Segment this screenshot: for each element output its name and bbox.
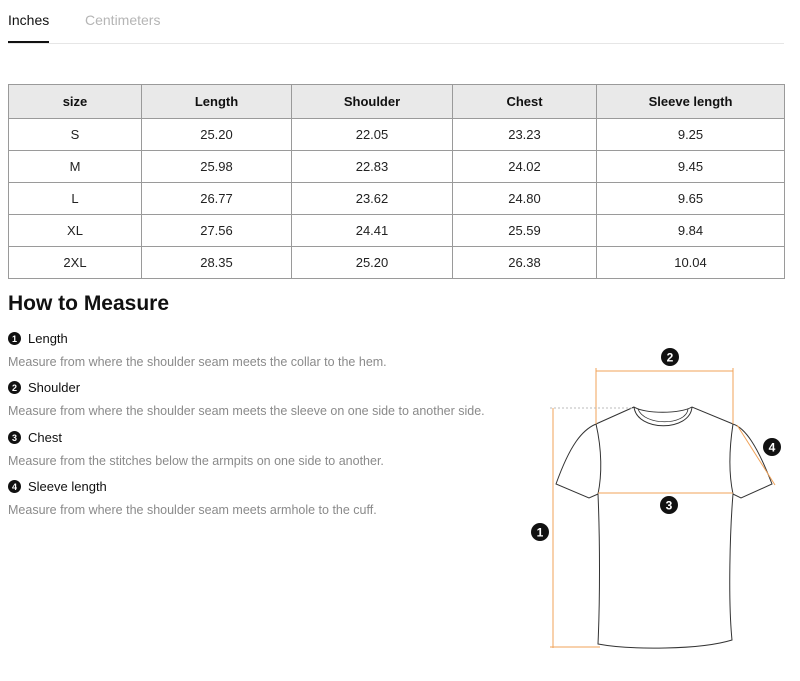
badge-text-1: 1 xyxy=(536,525,544,540)
header-chest: Chest xyxy=(453,85,597,119)
tab-centimeters[interactable]: Centimeters xyxy=(85,12,161,28)
table-row xyxy=(9,151,785,183)
cell-chest: 26.38 xyxy=(453,247,597,279)
step-sleeve-heading xyxy=(8,479,107,494)
cell-shoulder: 23.62 xyxy=(292,183,453,215)
step-chest-heading xyxy=(8,430,62,445)
number-1-icon: 1 xyxy=(8,332,21,345)
table-row xyxy=(9,215,785,247)
step-sleeve-description: Measure from where the shoulder seam meets armhole to the cuff. xyxy=(8,503,377,517)
step-shoulder-description: Measure from where the shoulder seam meets the sleeve on one side to another side. xyxy=(8,404,485,418)
cell-shoulder: 24.41 xyxy=(292,215,453,247)
unit-tabs xyxy=(8,0,784,44)
table-row xyxy=(9,183,785,215)
header-size: size xyxy=(9,85,142,119)
cell-chest: 24.80 xyxy=(453,183,597,215)
number-2-badge xyxy=(661,348,679,366)
step-chest-description: Measure from the stitches below the armpits on one side to another. xyxy=(8,454,384,468)
cell-size: M xyxy=(9,151,142,183)
number-4-badge xyxy=(763,438,781,456)
cell-chest: 24.02 xyxy=(453,151,597,183)
number-3-icon: 3 xyxy=(8,431,21,444)
table-row xyxy=(9,119,785,151)
cell-sleeve-length: 10.04 xyxy=(597,247,785,279)
cell-sleeve-length: 9.84 xyxy=(597,215,785,247)
step-label: Length xyxy=(28,331,68,346)
size-chart-table xyxy=(8,84,785,279)
header-length: Length xyxy=(142,85,292,119)
step-label: Shoulder xyxy=(28,380,81,395)
header-sleeve-length: Sleeve length xyxy=(597,85,785,119)
step-length-heading xyxy=(8,331,68,346)
step-length-description: Measure from where the shoulder seam meets the collar to the hem. xyxy=(8,355,387,369)
cell-sleeve-length: 9.25 xyxy=(597,119,785,151)
cell-sleeve-length: 9.45 xyxy=(597,151,785,183)
step-shoulder-heading xyxy=(8,380,80,395)
cell-length: 28.35 xyxy=(142,247,292,279)
cell-size: L xyxy=(9,183,142,215)
cell-size: XL xyxy=(9,215,142,247)
cell-length: 25.20 xyxy=(142,119,292,151)
number-2-icon: 2 xyxy=(8,381,21,394)
badge-text-4: 4 xyxy=(768,440,776,455)
cell-chest: 25.59 xyxy=(453,215,597,247)
number-1-badge xyxy=(531,523,549,541)
cell-chest: 23.23 xyxy=(453,119,597,151)
number-3-badge xyxy=(660,496,678,514)
cell-shoulder: 22.05 xyxy=(292,119,453,151)
how-to-measure-title: How to Measure xyxy=(8,292,170,315)
cell-shoulder: 25.20 xyxy=(292,247,453,279)
tab-inches[interactable]: Inches xyxy=(8,12,50,28)
table-header-row xyxy=(9,85,785,119)
header-shoulder: Shoulder xyxy=(292,85,453,119)
step-label: Chest xyxy=(28,430,62,445)
cell-shoulder: 22.83 xyxy=(292,151,453,183)
table-row xyxy=(9,247,785,279)
cell-size: S xyxy=(9,119,142,151)
tshirt-icon xyxy=(556,407,772,648)
number-4-icon: 4 xyxy=(8,480,21,493)
cell-sleeve-length: 9.65 xyxy=(597,183,785,215)
cell-length: 25.98 xyxy=(142,151,292,183)
cell-size: 2XL xyxy=(9,247,142,279)
cell-length: 26.77 xyxy=(142,183,292,215)
cell-length: 27.56 xyxy=(142,215,292,247)
badge-text-2: 2 xyxy=(666,350,674,365)
tshirt-measure-diagram xyxy=(520,340,790,660)
badge-text-3: 3 xyxy=(665,498,673,513)
step-label: Sleeve length xyxy=(28,479,107,494)
